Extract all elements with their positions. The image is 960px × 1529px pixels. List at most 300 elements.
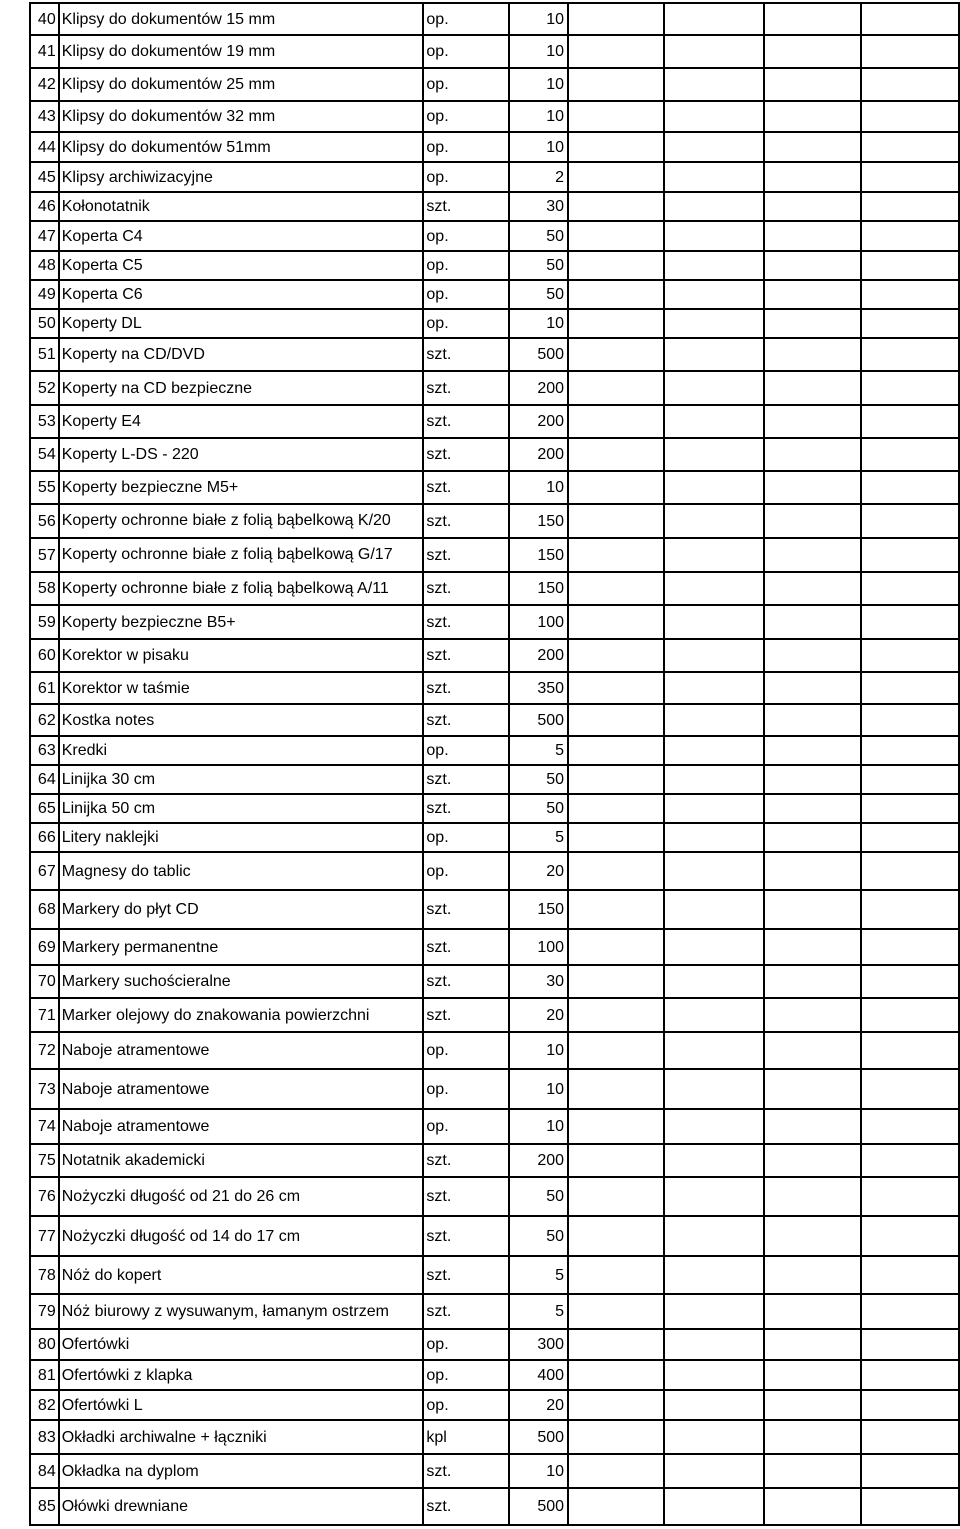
quantity-cell: 150	[509, 504, 568, 538]
product-name-cell: Klipsy do dokumentów 19 mm	[59, 35, 424, 68]
product-name-cell: Koperta C4	[59, 221, 424, 251]
empty-cell	[664, 338, 764, 371]
row-number-cell: 61	[30, 672, 59, 704]
unit-cell: op.	[423, 1390, 509, 1420]
empty-cell	[764, 1294, 860, 1329]
product-name-cell: Koperty L-DS - 220	[59, 438, 424, 471]
quantity-cell: 50	[509, 1177, 568, 1216]
empty-cell	[568, 1144, 664, 1177]
table-row	[30, 1454, 959, 1488]
empty-cell	[568, 1420, 664, 1454]
empty-cell	[568, 221, 664, 251]
row-number-cell: 81	[30, 1360, 59, 1390]
product-table	[29, 2, 960, 1526]
row-number-cell: 44	[30, 132, 59, 162]
table-row	[30, 1069, 959, 1109]
product-name-cell: Koperty ochronne białe z folią bąbelkową A/11	[59, 572, 424, 605]
empty-cell	[861, 251, 959, 280]
empty-cell	[568, 338, 664, 371]
row-number-cell: 67	[30, 852, 59, 890]
empty-cell	[861, 794, 959, 823]
unit-cell: op.	[423, 251, 509, 280]
product-name-cell: Markery do płyt CD	[59, 890, 424, 929]
empty-cell	[568, 192, 664, 221]
product-name-cell: Nóż do kopert	[59, 1256, 424, 1294]
empty-cell	[664, 1390, 764, 1420]
table-row	[30, 371, 959, 405]
empty-cell	[664, 765, 764, 794]
quantity-cell: 10	[509, 1109, 568, 1144]
row-number-cell: 48	[30, 251, 59, 280]
empty-cell	[664, 852, 764, 890]
empty-cell	[568, 929, 664, 965]
product-name-cell: Klipsy do dokumentów 51mm	[59, 132, 424, 162]
empty-cell	[764, 823, 860, 852]
empty-cell	[861, 1329, 959, 1360]
quantity-cell: 150	[509, 572, 568, 605]
row-number-cell: 54	[30, 438, 59, 471]
empty-cell	[861, 823, 959, 852]
empty-cell	[664, 192, 764, 221]
table-row	[30, 309, 959, 338]
product-name-cell: Koperta C5	[59, 251, 424, 280]
empty-cell	[764, 438, 860, 471]
empty-cell	[764, 1390, 860, 1420]
empty-cell	[861, 132, 959, 162]
row-number-cell: 53	[30, 405, 59, 438]
empty-cell	[664, 1360, 764, 1390]
product-name-cell: Markery permanentne	[59, 929, 424, 965]
table-body	[30, 3, 959, 1525]
empty-cell	[861, 1454, 959, 1488]
empty-cell	[664, 605, 764, 639]
product-name-cell: Klipsy do dokumentów 15 mm	[59, 3, 424, 35]
empty-cell	[664, 35, 764, 68]
unit-cell: szt.	[423, 572, 509, 605]
unit-cell: szt.	[423, 1454, 509, 1488]
empty-cell	[568, 280, 664, 309]
empty-cell	[568, 35, 664, 68]
empty-cell	[764, 1109, 860, 1144]
empty-cell	[764, 3, 860, 35]
empty-cell	[764, 704, 860, 736]
empty-cell	[568, 1032, 664, 1069]
product-name-cell: Koperty ochronne białe z folią bąbelkową G/17	[59, 538, 424, 572]
empty-cell	[861, 572, 959, 605]
row-number-cell: 77	[30, 1216, 59, 1256]
unit-cell: szt.	[423, 704, 509, 736]
unit-cell: szt.	[423, 929, 509, 965]
empty-cell	[568, 1069, 664, 1109]
product-name-cell: Koperty E4	[59, 405, 424, 438]
empty-cell	[764, 998, 860, 1032]
empty-cell	[568, 1216, 664, 1256]
empty-cell	[568, 998, 664, 1032]
empty-cell	[568, 965, 664, 998]
empty-cell	[664, 1329, 764, 1360]
row-number-cell: 64	[30, 765, 59, 794]
quantity-cell: 30	[509, 965, 568, 998]
unit-cell: kpl	[423, 1420, 509, 1454]
table-row	[30, 132, 959, 162]
empty-cell	[568, 471, 664, 504]
empty-cell	[664, 1294, 764, 1329]
table-row	[30, 68, 959, 101]
unit-cell: szt.	[423, 605, 509, 639]
unit-cell: op.	[423, 221, 509, 251]
empty-cell	[568, 1329, 664, 1360]
table-row	[30, 101, 959, 132]
unit-cell: szt.	[423, 338, 509, 371]
product-name-cell: Klipsy archiwizacyjne	[59, 162, 424, 192]
empty-cell	[568, 1454, 664, 1488]
unit-cell: op.	[423, 1109, 509, 1144]
empty-cell	[568, 1390, 664, 1420]
empty-cell	[764, 965, 860, 998]
empty-cell	[764, 405, 860, 438]
empty-cell	[764, 68, 860, 101]
row-number-cell: 85	[30, 1488, 59, 1525]
quantity-cell: 10	[509, 132, 568, 162]
unit-cell: szt.	[423, 672, 509, 704]
unit-cell: op.	[423, 309, 509, 338]
empty-cell	[861, 1069, 959, 1109]
empty-cell	[861, 704, 959, 736]
empty-cell	[568, 3, 664, 35]
empty-cell	[664, 998, 764, 1032]
table-row	[30, 1360, 959, 1390]
empty-cell	[568, 132, 664, 162]
row-number-cell: 62	[30, 704, 59, 736]
empty-cell	[568, 1256, 664, 1294]
empty-cell	[664, 68, 764, 101]
empty-cell	[568, 1294, 664, 1329]
empty-cell	[664, 1454, 764, 1488]
empty-cell	[664, 280, 764, 309]
quantity-cell: 10	[509, 1032, 568, 1069]
empty-cell	[861, 405, 959, 438]
row-number-cell: 45	[30, 162, 59, 192]
table-row	[30, 280, 959, 309]
product-name-cell: Kostka notes	[59, 704, 424, 736]
row-number-cell: 41	[30, 35, 59, 68]
table-row	[30, 704, 959, 736]
empty-cell	[861, 1256, 959, 1294]
unit-cell: szt.	[423, 639, 509, 672]
quantity-cell: 20	[509, 998, 568, 1032]
product-name-cell: Okładki archiwalne + łączniki	[59, 1420, 424, 1454]
product-name-cell: Korektor w taśmie	[59, 672, 424, 704]
empty-cell	[764, 1256, 860, 1294]
empty-cell	[764, 371, 860, 405]
quantity-cell: 50	[509, 280, 568, 309]
quantity-cell: 200	[509, 438, 568, 471]
row-number-cell: 57	[30, 538, 59, 572]
table-row	[30, 1109, 959, 1144]
unit-cell: szt.	[423, 998, 509, 1032]
quantity-cell: 5	[509, 1256, 568, 1294]
empty-cell	[764, 572, 860, 605]
quantity-cell: 100	[509, 929, 568, 965]
row-number-cell: 74	[30, 1109, 59, 1144]
quantity-cell: 200	[509, 1144, 568, 1177]
product-name-cell: Ofertówki L	[59, 1390, 424, 1420]
empty-cell	[861, 35, 959, 68]
empty-cell	[861, 765, 959, 794]
unit-cell: op.	[423, 280, 509, 309]
empty-cell	[764, 765, 860, 794]
empty-cell	[664, 890, 764, 929]
quantity-cell: 20	[509, 852, 568, 890]
empty-cell	[568, 68, 664, 101]
empty-cell	[764, 35, 860, 68]
unit-cell: szt.	[423, 765, 509, 794]
table-row	[30, 890, 959, 929]
unit-cell: szt.	[423, 890, 509, 929]
empty-cell	[568, 251, 664, 280]
product-name-cell: Ofertówki	[59, 1329, 424, 1360]
table-row	[30, 471, 959, 504]
empty-cell	[861, 890, 959, 929]
empty-cell	[861, 1177, 959, 1216]
empty-cell	[764, 1177, 860, 1216]
table-row	[30, 1216, 959, 1256]
empty-cell	[568, 794, 664, 823]
empty-cell	[568, 438, 664, 471]
quantity-cell: 300	[509, 1329, 568, 1360]
empty-cell	[664, 639, 764, 672]
product-name-cell: Nóż biurowy z wysuwanym, łamanym ostrzem	[59, 1294, 424, 1329]
row-number-cell: 75	[30, 1144, 59, 1177]
empty-cell	[764, 736, 860, 765]
empty-cell	[764, 672, 860, 704]
empty-cell	[568, 1177, 664, 1216]
product-name-cell: Koperty DL	[59, 309, 424, 338]
quantity-cell: 500	[509, 704, 568, 736]
unit-cell: szt.	[423, 1144, 509, 1177]
empty-cell	[568, 1109, 664, 1144]
empty-cell	[861, 538, 959, 572]
product-name-cell: Klipsy do dokumentów 25 mm	[59, 68, 424, 101]
empty-cell	[764, 929, 860, 965]
empty-cell	[764, 1329, 860, 1360]
quantity-cell: 150	[509, 890, 568, 929]
unit-cell: szt.	[423, 192, 509, 221]
row-number-cell: 83	[30, 1420, 59, 1454]
empty-cell	[764, 890, 860, 929]
empty-cell	[664, 1256, 764, 1294]
empty-cell	[664, 221, 764, 251]
empty-cell	[861, 192, 959, 221]
empty-cell	[861, 639, 959, 672]
product-name-cell: Linijka 30 cm	[59, 765, 424, 794]
row-number-cell: 58	[30, 572, 59, 605]
unit-cell: szt.	[423, 1177, 509, 1216]
empty-cell	[664, 1109, 764, 1144]
row-number-cell: 80	[30, 1329, 59, 1360]
product-name-cell: Naboje atramentowe	[59, 1032, 424, 1069]
empty-cell	[764, 639, 860, 672]
empty-cell	[568, 538, 664, 572]
quantity-cell: 50	[509, 794, 568, 823]
product-name-cell: Markery suchościeralne	[59, 965, 424, 998]
quantity-cell: 10	[509, 35, 568, 68]
empty-cell	[568, 765, 664, 794]
quantity-cell: 30	[509, 192, 568, 221]
row-number-cell: 73	[30, 1069, 59, 1109]
row-number-cell: 79	[30, 1294, 59, 1329]
product-name-cell: Kredki	[59, 736, 424, 765]
product-name-cell: Nożyczki długość od 21 do 26 cm	[59, 1177, 424, 1216]
quantity-cell: 400	[509, 1360, 568, 1390]
unit-cell: op.	[423, 852, 509, 890]
empty-cell	[764, 101, 860, 132]
empty-cell	[764, 605, 860, 639]
quantity-cell: 50	[509, 1216, 568, 1256]
row-number-cell: 51	[30, 338, 59, 371]
row-number-cell: 50	[30, 309, 59, 338]
quantity-cell: 10	[509, 471, 568, 504]
quantity-cell: 50	[509, 221, 568, 251]
empty-cell	[861, 221, 959, 251]
product-name-cell: Koperta C6	[59, 280, 424, 309]
product-name-cell: Koperty bezpieczne M5+	[59, 471, 424, 504]
product-name-cell: Ołówki drewniane	[59, 1488, 424, 1525]
empty-cell	[764, 504, 860, 538]
unit-cell: op.	[423, 1329, 509, 1360]
product-name-cell: Naboje atramentowe	[59, 1069, 424, 1109]
quantity-cell: 50	[509, 251, 568, 280]
empty-cell	[861, 1144, 959, 1177]
empty-cell	[664, 823, 764, 852]
row-number-cell: 59	[30, 605, 59, 639]
quantity-cell: 200	[509, 405, 568, 438]
quantity-cell: 50	[509, 765, 568, 794]
row-number-cell: 71	[30, 998, 59, 1032]
product-name-cell: Magnesy do tablic	[59, 852, 424, 890]
empty-cell	[861, 162, 959, 192]
table-row	[30, 765, 959, 794]
table-row	[30, 929, 959, 965]
empty-cell	[764, 280, 860, 309]
empty-cell	[664, 704, 764, 736]
unit-cell: op.	[423, 1069, 509, 1109]
row-number-cell: 49	[30, 280, 59, 309]
row-number-cell: 82	[30, 1390, 59, 1420]
empty-cell	[861, 605, 959, 639]
product-name-cell: Koperty na CD bezpieczne	[59, 371, 424, 405]
empty-cell	[861, 929, 959, 965]
product-name-cell: Ofertówki z klapka	[59, 1360, 424, 1390]
empty-cell	[568, 371, 664, 405]
quantity-cell: 10	[509, 309, 568, 338]
row-number-cell: 69	[30, 929, 59, 965]
unit-cell: op.	[423, 736, 509, 765]
unit-cell: op.	[423, 1360, 509, 1390]
product-name-cell: Koperty bezpieczne B5+	[59, 605, 424, 639]
quantity-cell: 5	[509, 1294, 568, 1329]
empty-cell	[664, 965, 764, 998]
product-name-cell: Notatnik akademicki	[59, 1144, 424, 1177]
empty-cell	[664, 371, 764, 405]
empty-cell	[861, 672, 959, 704]
row-number-cell: 66	[30, 823, 59, 852]
quantity-cell: 500	[509, 338, 568, 371]
row-number-cell: 43	[30, 101, 59, 132]
empty-cell	[861, 965, 959, 998]
table-row	[30, 639, 959, 672]
empty-cell	[664, 929, 764, 965]
unit-cell: szt.	[423, 1294, 509, 1329]
empty-cell	[861, 1032, 959, 1069]
quantity-cell: 10	[509, 3, 568, 35]
unit-cell: szt.	[423, 1216, 509, 1256]
table-row	[30, 794, 959, 823]
empty-cell	[861, 1390, 959, 1420]
quantity-cell: 10	[509, 1454, 568, 1488]
unit-cell: szt.	[423, 965, 509, 998]
product-name-cell: Koperty ochronne białe z folią bąbelkową K/20	[59, 504, 424, 538]
empty-cell	[568, 1488, 664, 1525]
quantity-cell: 100	[509, 605, 568, 639]
empty-cell	[664, 471, 764, 504]
table-row	[30, 823, 959, 852]
empty-cell	[568, 736, 664, 765]
empty-cell	[568, 639, 664, 672]
table-row	[30, 3, 959, 35]
empty-cell	[764, 852, 860, 890]
product-name-cell: Litery naklejki	[59, 823, 424, 852]
empty-cell	[764, 162, 860, 192]
unit-cell: szt.	[423, 471, 509, 504]
quantity-cell: 5	[509, 736, 568, 765]
quantity-cell: 10	[509, 101, 568, 132]
empty-cell	[664, 405, 764, 438]
table-row	[30, 1390, 959, 1420]
table-row	[30, 1032, 959, 1069]
empty-cell	[664, 132, 764, 162]
product-name-cell: Okładka na dyplom	[59, 1454, 424, 1488]
empty-cell	[861, 504, 959, 538]
quantity-cell: 350	[509, 672, 568, 704]
empty-cell	[664, 1216, 764, 1256]
unit-cell: szt.	[423, 794, 509, 823]
empty-cell	[861, 309, 959, 338]
table-row	[30, 162, 959, 192]
empty-cell	[664, 438, 764, 471]
empty-cell	[664, 1144, 764, 1177]
product-name-cell: Kołonotatnik	[59, 192, 424, 221]
table-row	[30, 998, 959, 1032]
empty-cell	[861, 1360, 959, 1390]
quantity-cell: 10	[509, 68, 568, 101]
table-row	[30, 1144, 959, 1177]
empty-cell	[568, 890, 664, 929]
table-row	[30, 852, 959, 890]
empty-cell	[568, 572, 664, 605]
table-row	[30, 504, 959, 538]
empty-cell	[861, 101, 959, 132]
empty-cell	[764, 192, 860, 221]
table-row	[30, 192, 959, 221]
quantity-cell: 2	[509, 162, 568, 192]
empty-cell	[664, 572, 764, 605]
empty-cell	[568, 605, 664, 639]
empty-cell	[664, 1488, 764, 1525]
product-name-cell: Naboje atramentowe	[59, 1109, 424, 1144]
empty-cell	[861, 1420, 959, 1454]
empty-cell	[568, 162, 664, 192]
